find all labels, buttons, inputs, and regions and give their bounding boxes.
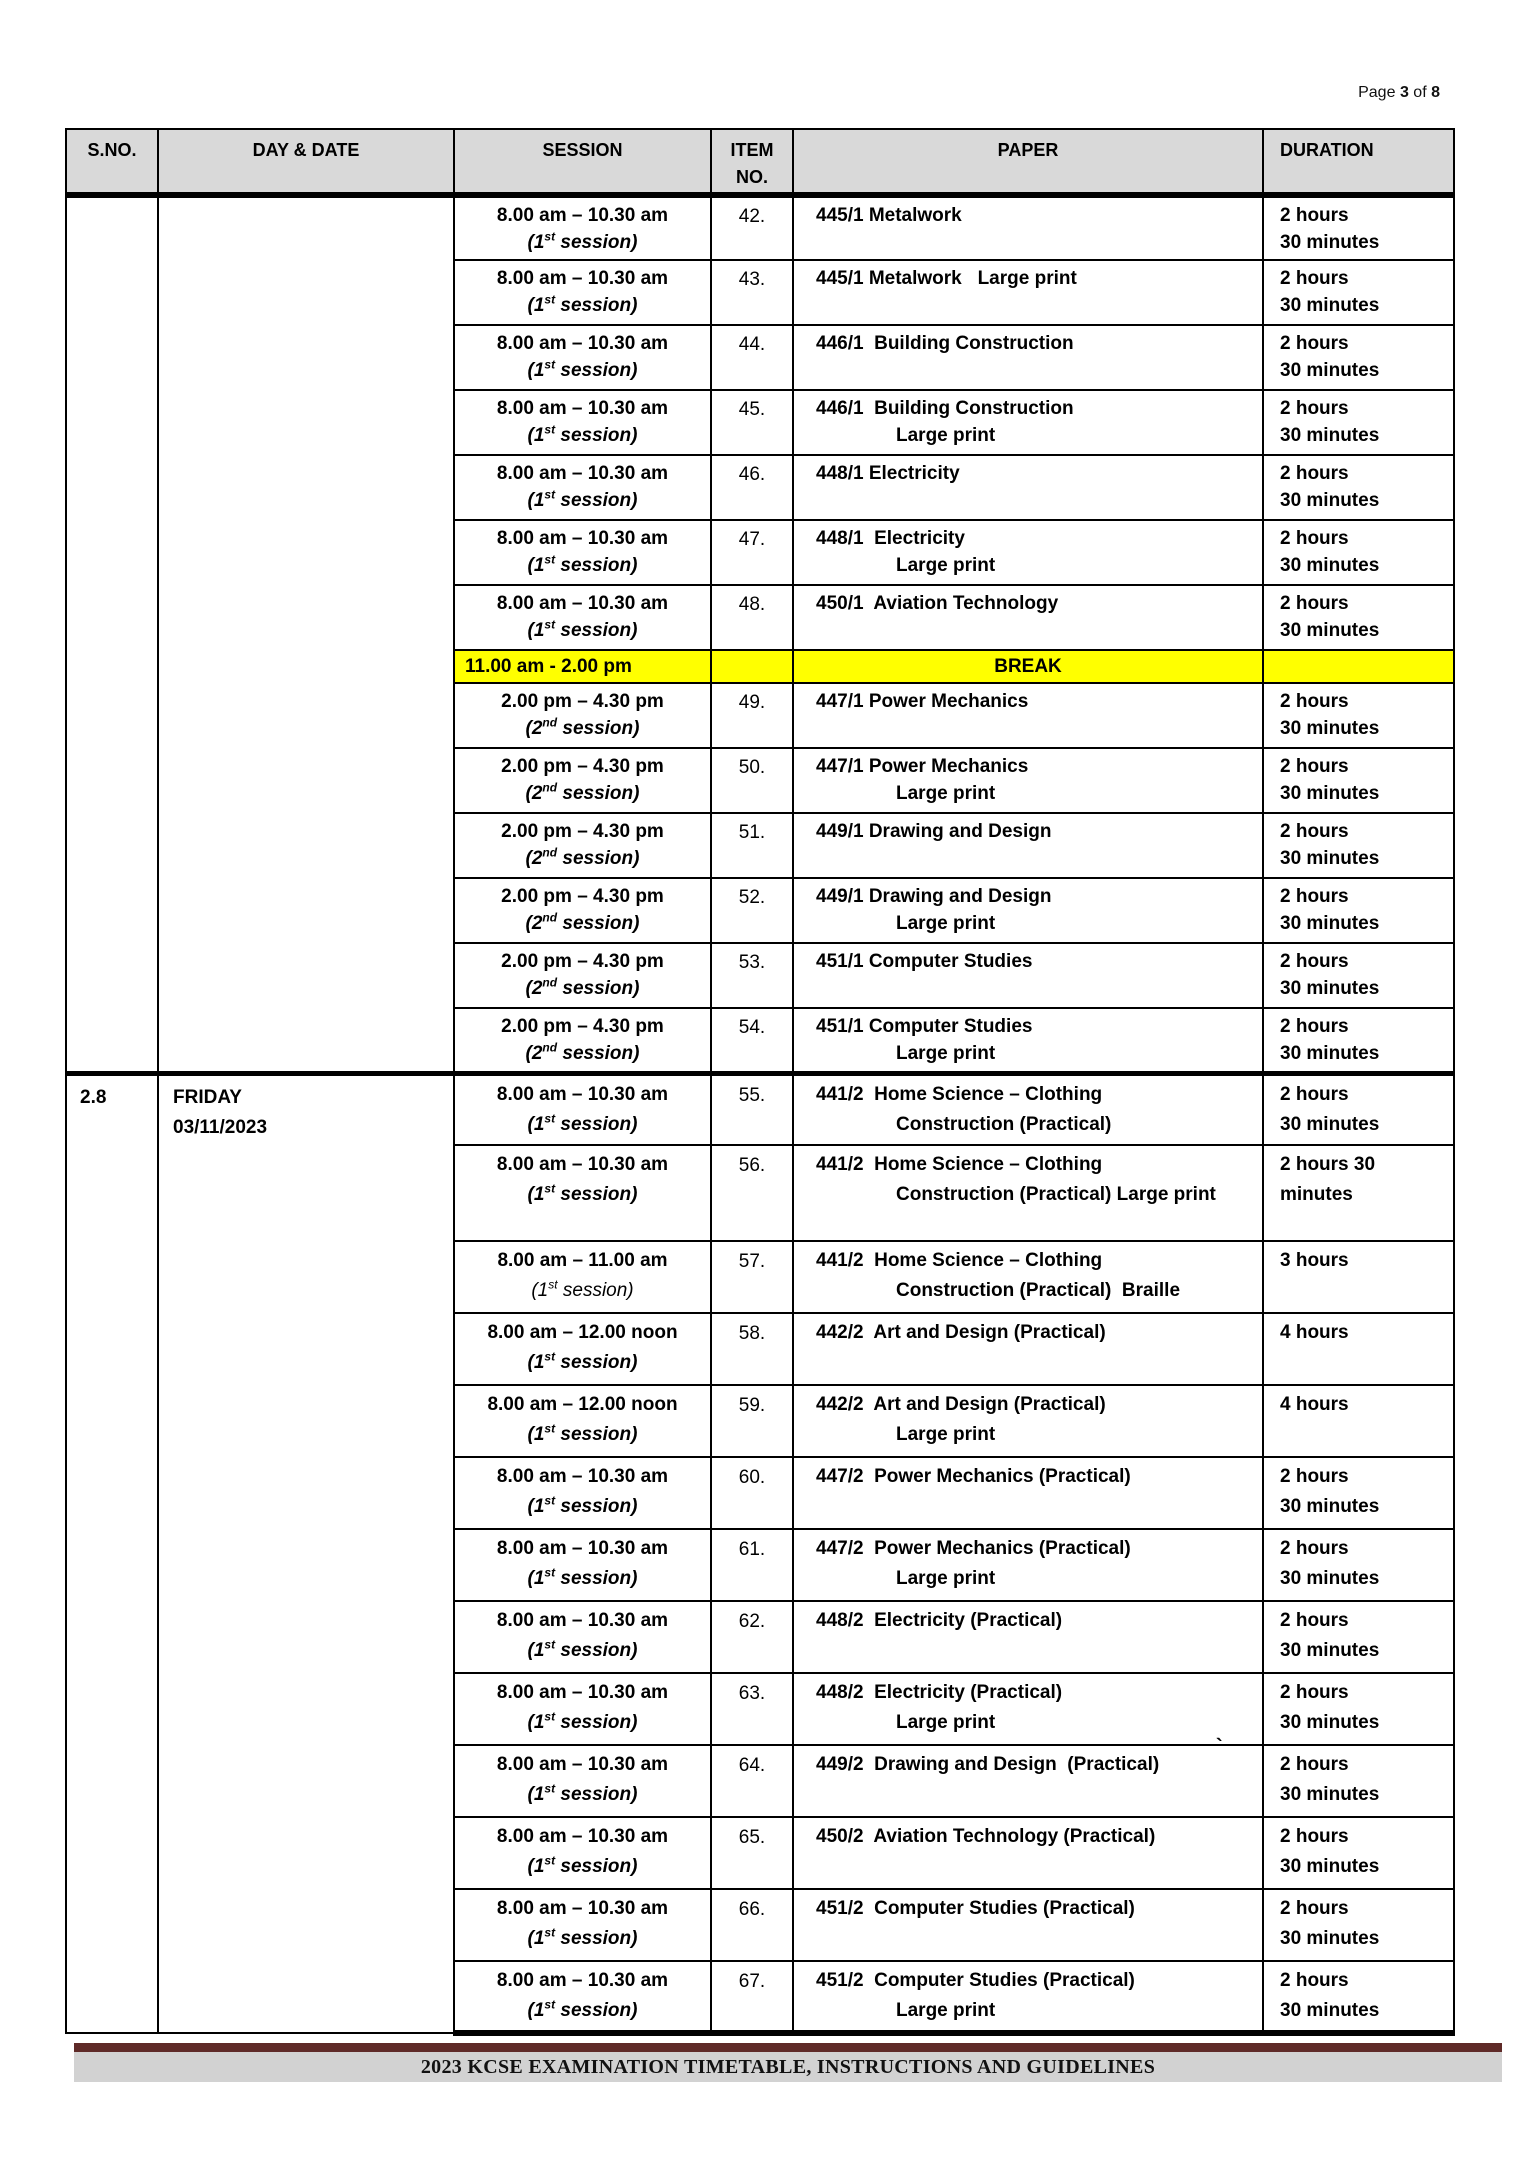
paper-line1: 447/1 Power Mechanics bbox=[816, 756, 1029, 777]
duration-line: 2 hours bbox=[1280, 268, 1349, 289]
paper-cell bbox=[793, 1889, 1263, 1961]
item-no-cell: 43. bbox=[711, 260, 793, 325]
paper-cell bbox=[793, 260, 1263, 325]
session-label: (1st session) bbox=[527, 422, 638, 446]
duration-line: 2 hours bbox=[1280, 398, 1349, 419]
item-no-cell: 49. bbox=[711, 683, 793, 748]
duration-line: 30 minutes bbox=[1280, 718, 1380, 739]
col-header-day-date bbox=[158, 129, 454, 195]
duration-cell bbox=[1263, 878, 1454, 943]
duration-cell bbox=[1263, 1145, 1454, 1241]
item-no-cell: 66. bbox=[711, 1889, 793, 1961]
session-cell bbox=[454, 585, 711, 650]
duration-cell bbox=[1263, 683, 1454, 748]
session-cell bbox=[454, 683, 711, 748]
duration-line: 2 hours bbox=[1280, 1083, 1349, 1105]
item-no-cell: 53. bbox=[711, 943, 793, 1008]
duration-cell bbox=[1263, 1529, 1454, 1601]
table-row bbox=[66, 1073, 1454, 1145]
item-no-cell: 59. bbox=[711, 1385, 793, 1457]
session-cell bbox=[454, 1313, 711, 1385]
paper-line1: 445/1 Metalwork bbox=[816, 205, 962, 226]
break-label-cell: BREAK bbox=[793, 650, 1263, 683]
paper-cell bbox=[793, 683, 1263, 748]
table-row bbox=[66, 195, 1454, 260]
duration-cell bbox=[1263, 260, 1454, 325]
paper-line2: Construction (Practical) Braille bbox=[896, 1280, 1181, 1301]
paper-line1: 449/1 Drawing and Design bbox=[816, 821, 1052, 842]
session-time: 8.00 am – 10.30 am bbox=[496, 398, 669, 419]
session-cell bbox=[454, 813, 711, 878]
duration-cell bbox=[1263, 748, 1454, 813]
session-time: 8.00 am – 12.00 noon bbox=[487, 1322, 678, 1343]
item-no-cell: 54. bbox=[711, 1008, 793, 1073]
session-cell bbox=[454, 748, 711, 813]
duration-line: 30 minutes bbox=[1280, 913, 1380, 934]
paper-line1: 446/1 Building Construction bbox=[816, 398, 1074, 419]
break-item-cell bbox=[711, 650, 793, 683]
page-total: 8 bbox=[1431, 84, 1440, 101]
session-label: (1st session) bbox=[527, 292, 638, 316]
paper-cell bbox=[793, 1817, 1263, 1889]
paper-cell bbox=[793, 878, 1263, 943]
duration-line: 2 hours bbox=[1280, 691, 1349, 712]
paper-line1: 451/1 Computer Studies bbox=[816, 951, 1033, 972]
item-no-cell: 44. bbox=[711, 325, 793, 390]
duration-line: 30 minutes bbox=[1280, 783, 1380, 804]
item-no-cell: 64. bbox=[711, 1745, 793, 1817]
duration-cell bbox=[1263, 585, 1454, 650]
day-date-cell bbox=[158, 1073, 454, 2033]
paper-cell bbox=[793, 585, 1263, 650]
item-no-cell: 52. bbox=[711, 878, 793, 943]
paper-line2: Large print bbox=[896, 2000, 996, 2021]
session-time: 2.00 pm – 4.30 pm bbox=[501, 756, 664, 777]
paper-cell bbox=[793, 1313, 1263, 1385]
paper-line2: Large print bbox=[896, 555, 996, 576]
col-header-sno bbox=[66, 129, 158, 195]
session-label: (2nd session) bbox=[525, 780, 640, 804]
col-header-paper bbox=[793, 129, 1263, 195]
session-time: 2.00 pm – 4.30 pm bbox=[501, 886, 664, 907]
session-label: (1st session) bbox=[531, 1277, 634, 1301]
paper-cell bbox=[793, 390, 1263, 455]
page-number bbox=[1358, 84, 1440, 102]
item-no-cell: 60. bbox=[711, 1457, 793, 1529]
duration-line: 30 minutes bbox=[1280, 425, 1380, 446]
duration-line: 4 hours bbox=[1280, 1394, 1349, 1415]
duration-line: 2 hours 30 bbox=[1280, 1154, 1376, 1175]
session-cell bbox=[454, 1073, 711, 1145]
session-time: 8.00 am – 10.30 am bbox=[496, 1826, 669, 1847]
col-header-item-no bbox=[711, 129, 793, 195]
item-no-cell: 57. bbox=[711, 1241, 793, 1313]
session-label: (2nd session) bbox=[525, 975, 640, 999]
duration-cell bbox=[1263, 325, 1454, 390]
session-label: (2nd session) bbox=[525, 1040, 640, 1064]
paper-cell bbox=[793, 1241, 1263, 1313]
duration-line: 30 minutes bbox=[1280, 1043, 1380, 1064]
session-time: 8.00 am – 10.30 am bbox=[496, 1466, 669, 1487]
duration-line: 30 minutes bbox=[1280, 360, 1380, 381]
paper-line2: Large print bbox=[896, 783, 996, 804]
duration-line: minutes bbox=[1280, 1184, 1353, 1205]
paper-line1: 447/2 Power Mechanics (Practical) bbox=[816, 1538, 1131, 1559]
paper-cell bbox=[793, 325, 1263, 390]
session-cell bbox=[454, 1457, 711, 1529]
exam-timetable bbox=[65, 128, 1455, 2036]
paper-line1: 447/1 Power Mechanics bbox=[816, 691, 1029, 712]
session-label: (1st session) bbox=[527, 1853, 638, 1877]
session-time: 2.00 pm – 4.30 pm bbox=[501, 691, 664, 712]
item-no-cell: 67. bbox=[711, 1961, 793, 2033]
session-cell bbox=[454, 455, 711, 520]
duration-cell bbox=[1263, 1073, 1454, 1145]
item-no-cell: 48. bbox=[711, 585, 793, 650]
session-cell bbox=[454, 1385, 711, 1457]
duration-line: 2 hours bbox=[1280, 333, 1349, 354]
col-header-sno-label: S.NO. bbox=[87, 140, 137, 160]
session-cell bbox=[454, 1601, 711, 1673]
paper-line2: Large print bbox=[896, 1424, 996, 1445]
session-time: 2.00 pm – 4.30 pm bbox=[501, 821, 664, 842]
duration-line: 30 minutes bbox=[1280, 1640, 1380, 1661]
session-cell bbox=[454, 878, 711, 943]
duration-cell bbox=[1263, 813, 1454, 878]
session-label: (1st session) bbox=[527, 1421, 638, 1445]
session-label: (2nd session) bbox=[525, 845, 640, 869]
col-header-paper-label: PAPER bbox=[997, 140, 1059, 160]
duration-line: 30 minutes bbox=[1280, 1113, 1380, 1135]
session-label: (1st session) bbox=[527, 1181, 638, 1205]
session-cell bbox=[454, 1817, 711, 1889]
duration-cell bbox=[1263, 1241, 1454, 1313]
paper-line2: Large print bbox=[896, 913, 996, 934]
duration-line: 2 hours bbox=[1280, 1898, 1349, 1919]
duration-line: 2 hours bbox=[1280, 1970, 1349, 1991]
col-header-duration-label: DURATION bbox=[1280, 140, 1374, 160]
item-no-cell: 65. bbox=[711, 1817, 793, 1889]
duration-line: 30 minutes bbox=[1280, 490, 1380, 511]
item-no-cell: 47. bbox=[711, 520, 793, 585]
session-label: (1st session) bbox=[527, 357, 638, 381]
session-time: 8.00 am – 10.30 am bbox=[496, 1610, 669, 1631]
paper-line1: 448/1 Electricity bbox=[816, 528, 965, 549]
footer-accent-bar bbox=[74, 2043, 1502, 2052]
paper-line1: 450/1 Aviation Technology bbox=[816, 593, 1059, 614]
duration-cell bbox=[1263, 520, 1454, 585]
item-no-cell: 58. bbox=[711, 1313, 793, 1385]
paper-cell bbox=[793, 748, 1263, 813]
duration-line: 30 minutes bbox=[1280, 1784, 1380, 1805]
item-no-cell: 46. bbox=[711, 455, 793, 520]
paper-line1: 441/2 Home Science – Clothing bbox=[816, 1250, 1103, 1271]
duration-cell bbox=[1263, 943, 1454, 1008]
duration-line: 30 minutes bbox=[1280, 555, 1380, 576]
duration-line: 2 hours bbox=[1280, 1016, 1349, 1037]
session-cell bbox=[454, 195, 711, 260]
sno-cell: 2.8 bbox=[66, 1073, 158, 2033]
paper-cell bbox=[793, 455, 1263, 520]
session-time: 2.00 pm – 4.30 pm bbox=[501, 951, 664, 972]
duration-cell bbox=[1263, 455, 1454, 520]
footer-title: 2023 KCSE EXAMINATION TIMETABLE, INSTRUCTIONS AND GUIDELINES bbox=[74, 2052, 1502, 2082]
session-cell bbox=[454, 1961, 711, 2033]
session-label: (2nd session) bbox=[525, 910, 640, 934]
sno-cell bbox=[66, 195, 158, 1073]
paper-line1: 449/2 Drawing and Design (Practical) bbox=[816, 1754, 1160, 1775]
duration-line: 30 minutes bbox=[1280, 1712, 1380, 1733]
session-time: 8.00 am – 10.30 am bbox=[496, 1154, 669, 1175]
page-footer bbox=[74, 2043, 1502, 2082]
session-time: 8.00 am – 10.30 am bbox=[496, 1970, 669, 1991]
item-no-cell: 56. bbox=[711, 1145, 793, 1241]
session-time: 8.00 am – 10.30 am bbox=[496, 1754, 669, 1775]
duration-line: 30 minutes bbox=[1280, 1856, 1380, 1877]
session-time: 8.00 am – 10.30 am bbox=[496, 1682, 669, 1703]
duration-cell bbox=[1263, 1385, 1454, 1457]
duration-line: 30 minutes bbox=[1280, 848, 1380, 869]
item-no-cell: 51. bbox=[711, 813, 793, 878]
paper-line1: 447/2 Power Mechanics (Practical) bbox=[816, 1466, 1131, 1487]
session-cell bbox=[454, 1008, 711, 1073]
duration-cell bbox=[1263, 1673, 1454, 1745]
paper-line1: 448/1 Electricity bbox=[816, 463, 960, 484]
paper-line2: Large print bbox=[896, 1568, 996, 1589]
duration-line: 2 hours bbox=[1280, 886, 1349, 907]
paper-line1: 449/1 Drawing and Design bbox=[816, 886, 1052, 907]
paper-line2: Large print bbox=[896, 425, 996, 446]
duration-line: 30 minutes bbox=[1280, 1568, 1380, 1589]
col-header-session-label: SESSION bbox=[542, 140, 623, 160]
session-time: 8.00 am – 10.30 am bbox=[496, 205, 669, 226]
duration-cell bbox=[1263, 1745, 1454, 1817]
session-cell bbox=[454, 260, 711, 325]
col-header-item-line2: NO. bbox=[735, 167, 768, 187]
duration-line: 2 hours bbox=[1280, 528, 1349, 549]
duration-line: 2 hours bbox=[1280, 593, 1349, 614]
item-no-cell: 45. bbox=[711, 390, 793, 455]
page-current: 3 bbox=[1399, 84, 1409, 101]
session-time: 8.00 am – 10.30 am bbox=[496, 528, 669, 549]
item-no-cell: 42. bbox=[711, 195, 793, 260]
item-no-cell: 61. bbox=[711, 1529, 793, 1601]
break-time-cell: 11.00 am - 2.00 pm bbox=[454, 650, 711, 683]
duration-cell bbox=[1263, 1889, 1454, 1961]
session-label: (1st session) bbox=[527, 617, 638, 641]
paper-line1: 450/2 Aviation Technology (Practical) bbox=[816, 1826, 1156, 1847]
session-label: (1st session) bbox=[527, 1565, 638, 1589]
item-no-cell: 62. bbox=[711, 1601, 793, 1673]
session-time: 2.00 pm – 4.30 pm bbox=[501, 1016, 664, 1037]
duration-cell bbox=[1263, 1601, 1454, 1673]
duration-cell bbox=[1263, 1008, 1454, 1073]
duration-line: 2 hours bbox=[1280, 951, 1349, 972]
session-cell bbox=[454, 943, 711, 1008]
day-date-cell bbox=[158, 195, 454, 1073]
paper-line1: 448/2 Electricity (Practical) bbox=[816, 1682, 1063, 1703]
paper-line1: 441/2 Home Science – Clothing bbox=[816, 1154, 1103, 1175]
paper-line1: 441/2 Home Science – Clothing bbox=[816, 1083, 1103, 1105]
duration-line: 2 hours bbox=[1280, 1610, 1349, 1631]
paper-cell bbox=[793, 1529, 1263, 1601]
session-time: 8.00 am – 11.00 am bbox=[497, 1250, 668, 1271]
session-cell bbox=[454, 1529, 711, 1601]
session-time: 8.00 am – 10.30 am bbox=[496, 1538, 669, 1559]
duration-line: 30 minutes bbox=[1280, 978, 1380, 999]
duration-line: 2 hours bbox=[1280, 1826, 1349, 1847]
paper-cell bbox=[793, 195, 1263, 260]
session-label: (1st session) bbox=[527, 1925, 638, 1949]
session-cell bbox=[454, 1745, 711, 1817]
duration-line: 3 hours bbox=[1280, 1250, 1349, 1271]
paper-line2: Large print bbox=[896, 1043, 996, 1064]
paper-cell bbox=[793, 1673, 1263, 1745]
duration-line: 2 hours bbox=[1280, 463, 1349, 484]
session-label: (1st session) bbox=[527, 229, 638, 253]
session-label: (1st session) bbox=[527, 552, 638, 576]
duration-cell bbox=[1263, 195, 1454, 260]
col-header-duration bbox=[1263, 129, 1454, 195]
paper-line1: 451/1 Computer Studies bbox=[816, 1016, 1033, 1037]
paper-line1: 446/1 Building Construction bbox=[816, 333, 1074, 354]
duration-line: 2 hours bbox=[1280, 756, 1349, 777]
duration-line: 2 hours bbox=[1280, 1466, 1349, 1487]
session-time: 8.00 am – 10.30 am bbox=[496, 333, 669, 354]
duration-cell bbox=[1263, 1457, 1454, 1529]
duration-line: 2 hours bbox=[1280, 1754, 1349, 1775]
paper-line2 bbox=[816, 1210, 1262, 1240]
session-label: (1st session) bbox=[527, 1709, 638, 1733]
paper-line1: 442/2 Art and Design (Practical) bbox=[816, 1394, 1106, 1415]
duration-line: 30 minutes bbox=[1280, 232, 1380, 253]
duration-line: 2 hours bbox=[1280, 1682, 1349, 1703]
session-label: (2nd session) bbox=[525, 715, 640, 739]
duration-cell bbox=[1263, 1961, 1454, 2033]
page-of-word: of bbox=[1413, 84, 1427, 101]
col-header-day-date-label: DAY & DATE bbox=[252, 140, 360, 160]
session-cell bbox=[454, 1145, 711, 1241]
paper-cell bbox=[793, 1385, 1263, 1457]
session-label: (1st session) bbox=[527, 1493, 638, 1517]
paper-cell bbox=[793, 813, 1263, 878]
paper-cell bbox=[793, 520, 1263, 585]
session-cell bbox=[454, 520, 711, 585]
session-label: (1st session) bbox=[527, 1997, 638, 2021]
day-date-line: FRIDAY bbox=[173, 1086, 242, 1108]
session-label: (1st session) bbox=[527, 1349, 638, 1373]
paper-line1: 451/2 Computer Studies (Practical) bbox=[816, 1898, 1135, 1919]
header-row bbox=[66, 129, 1454, 195]
paper-line1: 442/2 Art and Design (Practical) bbox=[816, 1322, 1106, 1343]
session-cell bbox=[454, 390, 711, 455]
duration-cell bbox=[1263, 1313, 1454, 1385]
session-cell bbox=[454, 325, 711, 390]
paper-line1: 448/2 Electricity (Practical) bbox=[816, 1610, 1063, 1631]
duration-line: 2 hours bbox=[1280, 1538, 1349, 1559]
item-no-cell: 50. bbox=[711, 748, 793, 813]
page-word: Page bbox=[1358, 84, 1396, 101]
paper-cell bbox=[793, 1457, 1263, 1529]
paper-cell bbox=[793, 1008, 1263, 1073]
duration-cell bbox=[1263, 1817, 1454, 1889]
stray-mark: ` bbox=[1216, 1736, 1223, 1758]
paper-line1: 445/1 Metalwork Large print bbox=[816, 268, 1077, 289]
duration-line: 2 hours bbox=[1280, 821, 1349, 842]
duration-line: 30 minutes bbox=[1280, 620, 1380, 641]
paper-cell bbox=[793, 1145, 1263, 1241]
duration-line: 4 hours bbox=[1280, 1322, 1349, 1343]
duration-line: 30 minutes bbox=[1280, 295, 1380, 316]
paper-line2: Construction (Practical) Large print bbox=[896, 1184, 1216, 1205]
session-cell bbox=[454, 1241, 711, 1313]
session-time: 8.00 am – 10.30 am bbox=[496, 593, 669, 614]
item-no-cell: 63. bbox=[711, 1673, 793, 1745]
paper-cell bbox=[793, 943, 1263, 1008]
session-time: 8.00 am – 10.30 am bbox=[496, 1898, 669, 1919]
col-header-item-line1: ITEM bbox=[730, 140, 774, 160]
paper-cell bbox=[793, 1601, 1263, 1673]
session-time: 8.00 am – 12.00 noon bbox=[487, 1394, 678, 1415]
day-date-line: 03/11/2023 bbox=[173, 1116, 268, 1138]
session-cell bbox=[454, 1673, 711, 1745]
paper-cell bbox=[793, 1961, 1263, 2033]
session-label: (1st session) bbox=[527, 1111, 638, 1135]
duration-line: 30 minutes bbox=[1280, 1928, 1380, 1949]
duration-line: 2 hours bbox=[1280, 205, 1349, 226]
duration-line: 30 minutes bbox=[1280, 1496, 1380, 1517]
session-time: 8.00 am – 10.30 am bbox=[496, 1083, 669, 1105]
session-label: (1st session) bbox=[527, 1781, 638, 1805]
session-time: 8.00 am – 10.30 am bbox=[496, 463, 669, 484]
duration-line: 30 minutes bbox=[1280, 2000, 1380, 2021]
paper-cell bbox=[793, 1745, 1263, 1817]
paper-line2: Construction (Practical) bbox=[896, 1113, 1112, 1135]
col-header-session bbox=[454, 129, 711, 195]
duration-cell bbox=[1263, 390, 1454, 455]
item-no-cell: 55. bbox=[711, 1073, 793, 1145]
paper-line1: 451/2 Computer Studies (Practical) bbox=[816, 1970, 1135, 1991]
session-time: 8.00 am – 10.30 am bbox=[496, 268, 669, 289]
paper-cell bbox=[793, 1073, 1263, 1145]
session-cell bbox=[454, 1889, 711, 1961]
session-label: (1st session) bbox=[527, 487, 638, 511]
session-label: (1st session) bbox=[527, 1637, 638, 1661]
break-duration-cell bbox=[1263, 650, 1454, 683]
paper-line2: Large print bbox=[896, 1712, 996, 1733]
